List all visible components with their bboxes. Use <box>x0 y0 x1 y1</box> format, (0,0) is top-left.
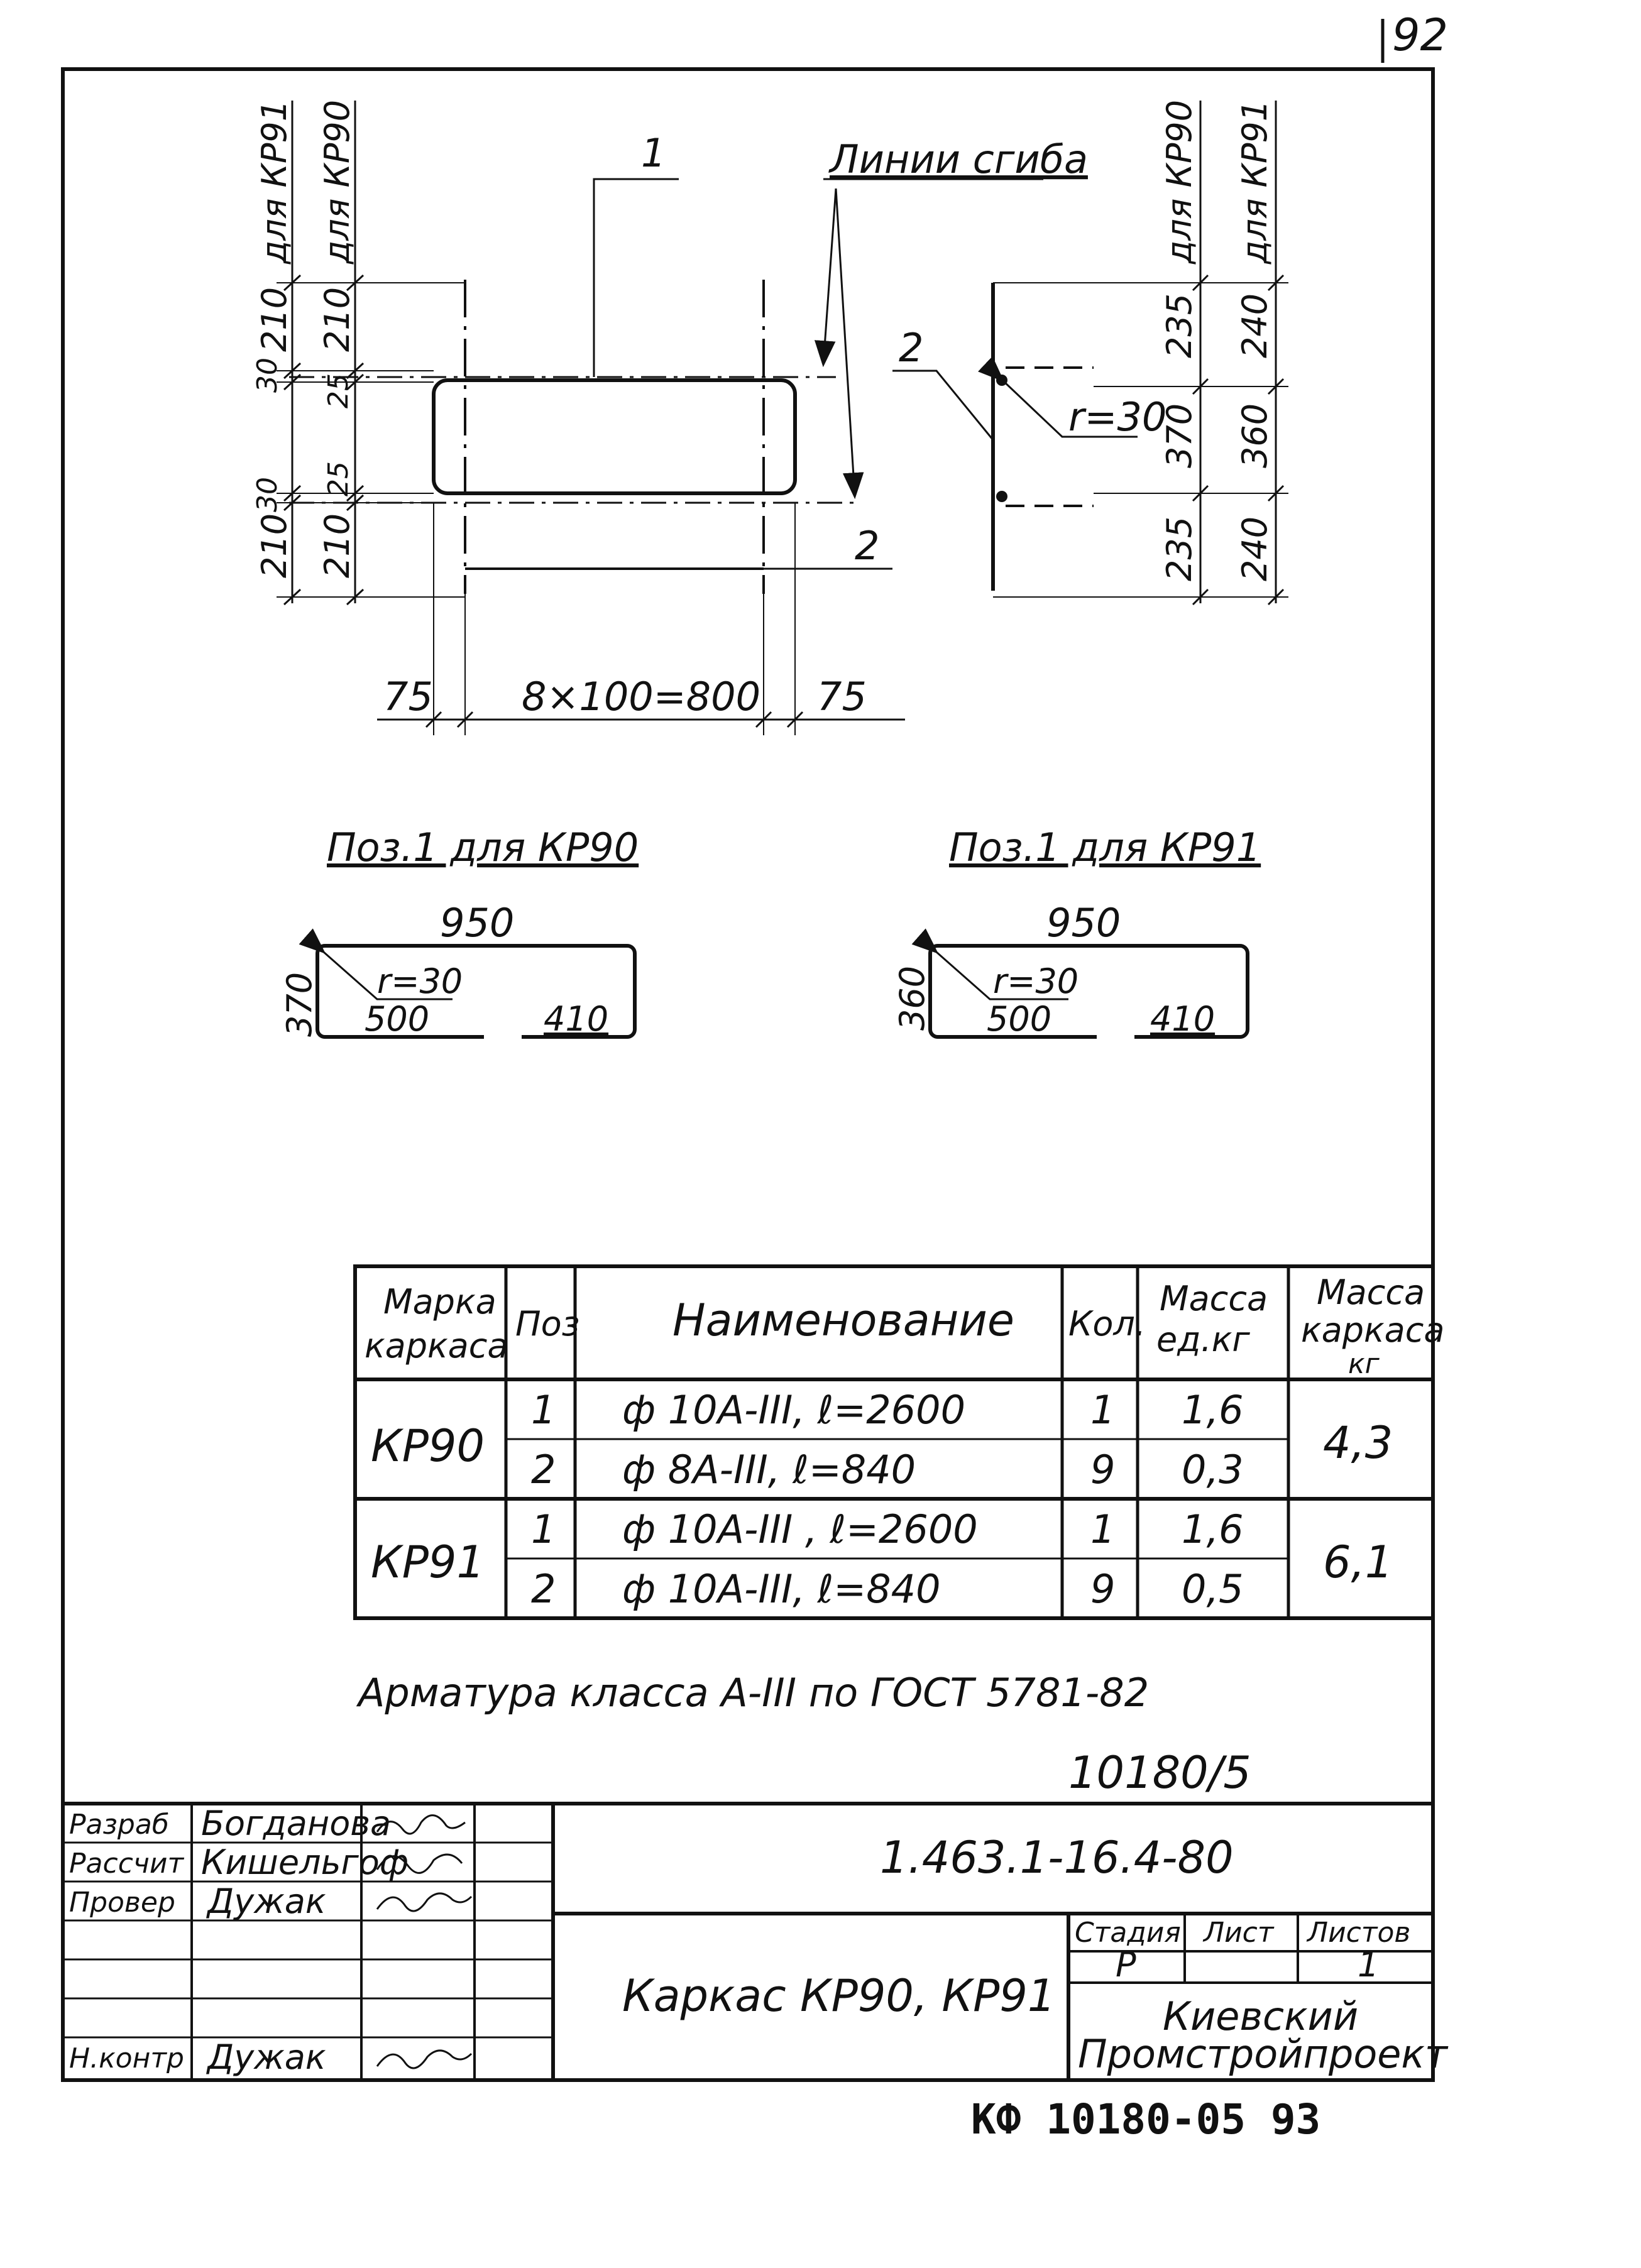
stage-value: Р <box>1116 1945 1136 1985</box>
spec-kp90-r2-pos: 2 <box>531 1447 556 1493</box>
detail-kp91-radius: r=30 <box>993 961 1079 1001</box>
signer-name: Дужак <box>207 2037 326 2077</box>
sheet-header: Лист <box>1204 1917 1274 1949</box>
spec-kp91-r2-qty: 9 <box>1090 1566 1116 1612</box>
bar-pos1-outline <box>434 380 795 493</box>
right-header-kp90: для КР90 <box>1160 99 1199 264</box>
bend-arrow-top <box>823 189 836 364</box>
right-kp91-top: 240 <box>1235 293 1275 358</box>
spec-kp90-r1-name: ф 10А-III, ℓ=2600 <box>622 1387 966 1433</box>
signer-name: Кишельгоф <box>201 1843 409 1882</box>
th-frame-mass-2: каркаса <box>1301 1310 1445 1350</box>
spec-kp91-r1-pos: 1 <box>531 1506 556 1552</box>
th-frame-mass-3: кг <box>1348 1348 1380 1380</box>
spec-kp91-mark: КР91 <box>371 1537 485 1588</box>
left-kp90-25-top: 25 <box>322 373 354 408</box>
spec-kp90-r1-pos: 1 <box>531 1387 556 1433</box>
detail-kp91-bottom-right: 410 <box>1150 999 1216 1039</box>
detail-kp90-title: Поз.1 для КР90 <box>327 824 639 870</box>
spec-kp91-r1-qty: 1 <box>1090 1506 1116 1552</box>
th-mark-2: каркаса <box>365 1326 508 1366</box>
spec-kp91-r1-unit-mass: 1,6 <box>1182 1506 1244 1552</box>
signer-name: Богданова <box>201 1804 392 1843</box>
sheets-header: Листов <box>1307 1917 1411 1949</box>
detail-kp90-top: 950 <box>440 900 515 946</box>
signature <box>377 1893 471 1911</box>
th-mark-1: Марка <box>383 1282 497 1322</box>
org-name-line2: Промстройпроект <box>1078 2031 1448 2077</box>
detail-kp91-side: 360 <box>892 965 932 1031</box>
detail-kp91-title: Поз.1 для КР91 <box>949 824 1261 870</box>
spec-kp91-r2-unit-mass: 0,5 <box>1182 1566 1244 1612</box>
left-kp90-25-bottom: 25 <box>322 461 354 496</box>
left-kp91-210-bottom: 210 <box>255 513 294 578</box>
signer-name: Дужак <box>207 1882 326 1921</box>
right-kp91-bottom: 240 <box>1235 516 1275 581</box>
right-dim-texts <box>1160 100 1275 581</box>
detail-kp90-side: 370 <box>280 972 319 1037</box>
left-kp90-210-bottom: 210 <box>317 513 357 578</box>
side-pos2-label: 2 <box>899 325 924 371</box>
th-unit-mass-2: ед.кг <box>1156 1320 1250 1359</box>
archive-stamp: КФ 10180-05 93 <box>971 2095 1321 2144</box>
side-dot-bottom <box>996 491 1007 502</box>
spec-kp90-r2-name: ф 8А-III, ℓ=840 <box>622 1447 916 1493</box>
th-name: Наименование <box>672 1295 1014 1346</box>
spec-kp90-r2-unit-mass: 0,3 <box>1182 1447 1244 1493</box>
signature <box>377 2051 471 2068</box>
signers-list <box>69 1804 409 2077</box>
left-kp90-210-top: 210 <box>317 287 357 352</box>
spec-kp91-r2-pos: 2 <box>531 1566 556 1612</box>
pos1-label: 1 <box>641 130 666 176</box>
signer-role: Разраб <box>69 1809 169 1841</box>
right-kp90-top: 235 <box>1160 293 1199 358</box>
left-header-kp90: для КР90 <box>317 99 357 264</box>
corner-number: 92 <box>1392 9 1449 61</box>
signer-role: Провер <box>69 1887 175 1919</box>
side-leader-pos2 <box>892 371 993 440</box>
left-dim-texts <box>251 100 357 578</box>
bottom-dim-middle: 8×100=800 <box>522 674 761 720</box>
side-radius-label: r=30 <box>1068 394 1167 440</box>
spec-kp90-mark: КР90 <box>371 1420 485 1472</box>
detail-kp90-bottom-right: 410 <box>544 999 609 1039</box>
bottom-dim-left: 75 <box>383 674 433 720</box>
reinforcement-note: Арматура класса А-III по ГОСТ 5781-82 <box>358 1670 1150 1716</box>
doc-code: 1.463.1-16.4-80 <box>880 1832 1234 1883</box>
signer-role: Рассчит <box>69 1848 184 1880</box>
side-dot-top <box>996 375 1007 386</box>
th-qty: Кол. <box>1068 1304 1146 1344</box>
th-unit-mass-1: Масса <box>1160 1279 1268 1318</box>
th-frame-mass-1: Масса <box>1317 1273 1425 1312</box>
spec-table-headers <box>365 1273 1444 1380</box>
detail-kp90-radius: r=30 <box>377 961 463 1001</box>
spec-kp91-frame-mass: 6,1 <box>1323 1537 1393 1588</box>
drawing-title: Каркас КР90, КР91 <box>622 1970 1056 2022</box>
pos2-label: 2 <box>855 523 880 569</box>
detail-kp91-top: 950 <box>1046 900 1121 946</box>
spec-kp90-r1-qty: 1 <box>1090 1387 1116 1433</box>
bottom-dim-right: 75 <box>817 674 867 720</box>
org-name-line1: Киевский <box>1163 1993 1359 2039</box>
detail-kp91 <box>892 824 1261 1039</box>
bend-lines-label: Линии сгиба <box>830 136 1088 182</box>
spec-kp90-r1-unit-mass: 1,6 <box>1182 1387 1244 1433</box>
right-kp90-bottom: 235 <box>1160 516 1199 581</box>
right-kp90-mid: 370 <box>1160 403 1199 468</box>
detail-kp91-bottom-left: 500 <box>987 999 1052 1039</box>
right-kp91-mid: 360 <box>1235 403 1275 468</box>
right-header-kp91: для КР91 <box>1235 99 1275 264</box>
spec-kp90-r2-qty: 9 <box>1090 1447 1116 1493</box>
bend-arrow-bottom <box>836 189 855 496</box>
bottom-dim-texts <box>383 674 867 720</box>
left-kp91-210-top: 210 <box>255 287 294 352</box>
sheet-number: 10180/5 <box>1068 1747 1251 1799</box>
left-kp91-30-bottom: 30 <box>251 477 283 512</box>
frame-plan-view <box>277 101 1043 735</box>
left-kp91-30-top: 30 <box>251 358 283 393</box>
detail-kp90-bottom-left: 500 <box>365 999 430 1039</box>
stage-header: Стадия <box>1075 1917 1181 1949</box>
leader-pos1 <box>594 179 679 377</box>
spec-kp91-r1-name: ф 10А-III , ℓ=2600 <box>622 1506 978 1552</box>
spec-kp90-frame-mass: 4,3 <box>1323 1417 1393 1469</box>
th-pos: Поз <box>515 1304 580 1344</box>
sheets-value: 1 <box>1358 1945 1380 1985</box>
spec-kp91-r2-name: ф 10А-III, ℓ=840 <box>622 1566 941 1612</box>
left-header-kp91: для КР91 <box>255 99 294 264</box>
detail-kp90 <box>280 824 639 1039</box>
signer-role: Н.контр <box>69 2042 184 2074</box>
